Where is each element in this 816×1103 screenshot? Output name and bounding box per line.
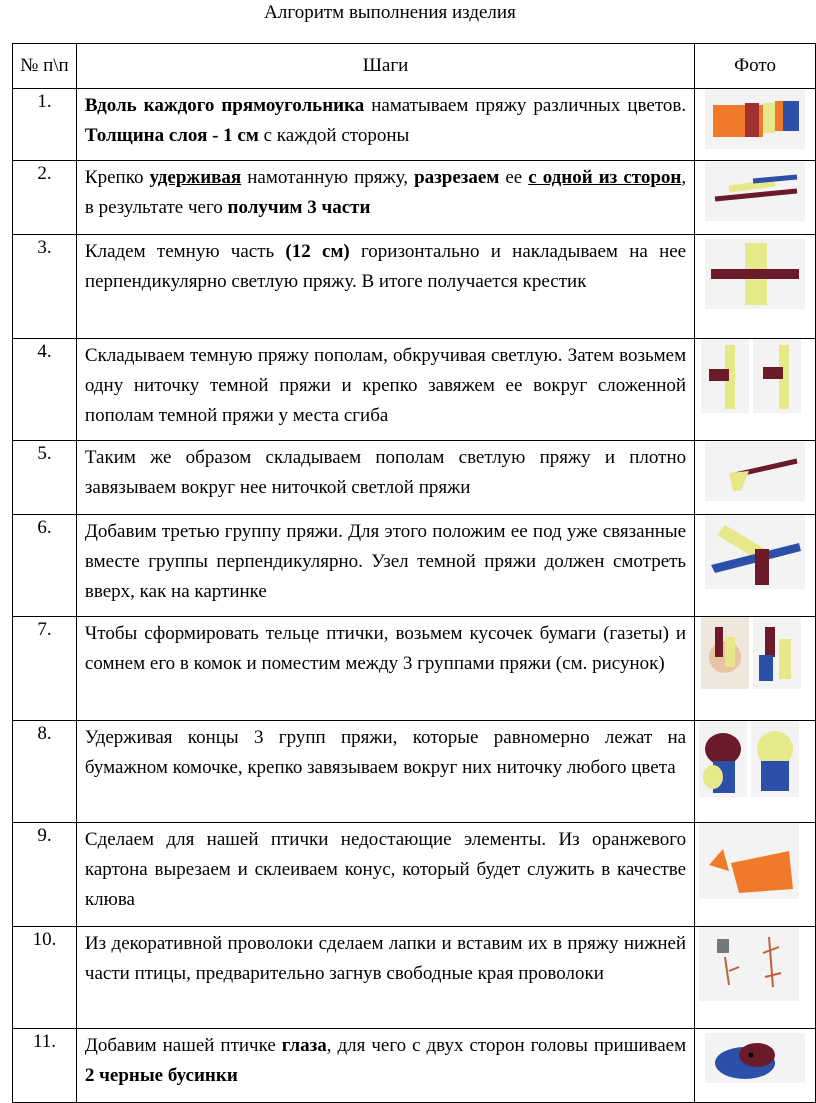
bird-body-image — [699, 721, 799, 797]
step-text-run: Удерживая концы 3 групп пряжи, которые равномерно лежат на бумажном комочке, крепко завязываем вокруг них ниточку любого цвета — [84, 727, 687, 778]
step-text-run: Вдоль каждого прямоугольника — [84, 95, 365, 116]
step-text — [76, 339, 694, 441]
step-text — [76, 1029, 694, 1103]
header-steps: Шаги — [76, 44, 694, 89]
table-row — [13, 235, 816, 339]
step-text-run: Таким же образом складываем пополам светлую пряжу и плотно завязываем вокруг нее ниточкой светлой пряжи — [84, 447, 687, 498]
step-photo — [695, 1029, 816, 1103]
step-number: 9. — [13, 823, 77, 927]
step-text-run: , для чего с двух сторон головы пришиваем — [326, 1035, 687, 1056]
paper-ball-image — [701, 617, 801, 689]
header-num: № п\п — [13, 44, 77, 89]
step-number: 4. — [13, 339, 77, 441]
step-text-run: ее — [499, 167, 529, 188]
step-text-run: Кладем темную часть — [84, 241, 286, 262]
table-row — [13, 1029, 816, 1103]
tied-yarn-image — [705, 441, 805, 501]
step-text-run: глаза — [281, 1035, 327, 1056]
step-number: 3. — [13, 235, 77, 339]
step-text-run: 2 черные бусинки — [84, 1065, 238, 1086]
step-photo — [695, 927, 816, 1029]
step-photo — [695, 515, 816, 617]
step-text-run: горизонтально и накладываем на нее перпендикулярно светлую пряжу. В итоге получается крестик — [84, 241, 687, 292]
table-row — [13, 927, 816, 1029]
beak-cone-image — [699, 823, 799, 899]
cut-yarn-image — [705, 161, 805, 221]
steps-table — [12, 43, 816, 1103]
table-row — [13, 161, 816, 235]
step-text-run: с каждой стороны — [258, 125, 410, 146]
step-number: 7. — [13, 617, 77, 721]
step-text — [76, 89, 694, 161]
step-text — [76, 161, 694, 235]
step-text-run: (12 см) — [285, 241, 350, 262]
step-text-run: получим 3 части — [227, 197, 371, 218]
step-text-run: Чтобы сформировать тельце птички, возьмем кусочек бумаги (газеты) и сомнем его в комок и поместим между 3 группами пряжи (см. рисунок) — [84, 623, 687, 674]
step-number: 10. — [13, 927, 77, 1029]
step-text — [76, 235, 694, 339]
step-text-run: удерживая — [149, 167, 242, 188]
step-photo — [695, 161, 816, 235]
step-text — [76, 721, 694, 823]
third-group-image — [705, 515, 805, 589]
step-text-run: Из декоративной проволоки сделаем лапки и вставим их в пряжу нижней части птицы, предварительно загнув свободные края проволоки — [84, 933, 687, 984]
step-photo — [695, 441, 816, 515]
table-row — [13, 823, 816, 927]
step-text-run: с одной из сторон — [528, 167, 682, 188]
table-row — [13, 89, 816, 161]
step-text — [76, 617, 694, 721]
header-photo: Фото — [695, 44, 816, 89]
page-title: Алгоритм выполнения изделия — [264, 2, 516, 23]
bird-eyes-image — [705, 1033, 805, 1083]
step-text-run: Крепко — [84, 167, 150, 188]
step-text-run: Добавим третью группу пряжи. Для этого положим ее под уже связанные вместе группы перпендикулярно. Узел темной пряжи должен смотреть вверх, как на картинке — [84, 521, 687, 602]
step-text — [76, 823, 694, 927]
step-text-run: , — [681, 167, 687, 188]
step-text-run: намотанную пряжу, — [241, 167, 415, 188]
step-text — [76, 927, 694, 1029]
folded-yarn-image — [701, 339, 801, 413]
step-text-run: наматываем пряжу различных цветов. — [364, 95, 687, 116]
step-photo — [695, 339, 816, 441]
step-text-run: Складываем темную пряжу пополам, обкручивая светлую. Затем возьмем одну ниточку темной пряжи и крепко завяжем ее вокруг сложенной пополам темной пряжи у места сгиба — [84, 345, 687, 426]
yarn-rectangles-image — [705, 89, 805, 149]
step-photo — [695, 617, 816, 721]
step-number: 6. — [13, 515, 77, 617]
step-text-run: Толщина слоя - 1 см — [84, 125, 259, 146]
step-photo — [695, 89, 816, 161]
step-photo — [695, 721, 816, 823]
step-text-run: Сделаем для нашей птички недостающие элементы. Из оранжевого картона вырезаем и склеиваем конус, который будет служить в качестве клюва — [84, 829, 687, 910]
step-text — [76, 441, 694, 515]
step-text-run: в результате чего — [84, 197, 228, 218]
step-photo — [695, 235, 816, 339]
table-row — [13, 515, 816, 617]
wire-legs-image — [699, 927, 799, 1001]
step-number: 11. — [13, 1029, 77, 1103]
table-row — [13, 441, 816, 515]
step-number: 2. — [13, 161, 77, 235]
table-row — [13, 721, 816, 823]
yarn-cross-image — [705, 239, 805, 309]
step-number: 8. — [13, 721, 77, 823]
step-photo — [695, 823, 816, 927]
table-header-row — [13, 44, 816, 89]
table-row — [13, 617, 816, 721]
step-number: 5. — [13, 441, 77, 515]
table-row — [13, 339, 816, 441]
step-text-run: разрезаем — [414, 167, 500, 188]
step-text — [76, 515, 694, 617]
step-number: 1. — [13, 89, 77, 161]
step-text-run: Добавим нашей птичке — [84, 1035, 282, 1056]
